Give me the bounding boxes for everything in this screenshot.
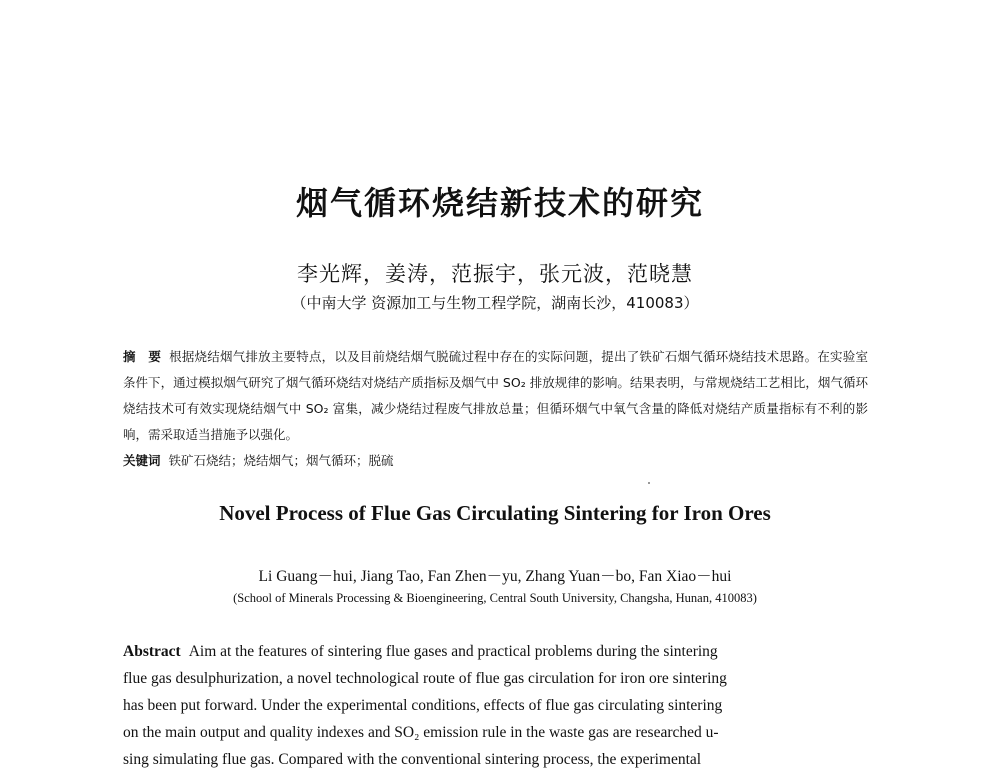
chinese-keywords-text: 铁矿石烧结；烧结烟气；烟气循环；脱硫 <box>168 453 394 468</box>
chinese-title: 烟气循环烧结新技术的研究 <box>295 184 704 222</box>
english-abstract-line: flue gas desulphurization, a novel technological route of flue gas circulation for iron ore sintering <box>123 670 727 687</box>
english-title: Novel Process of Flue Gas Circulating Sintering for Iron Ores <box>219 501 771 525</box>
scan-speck <box>648 482 650 484</box>
chinese-affiliation: （中南大学 资源加工与生物工程学院，湖南长沙，410083） <box>291 294 699 312</box>
chinese-authors: 李光辉，姜涛，范振宇，张元波，范晓慧 <box>297 262 693 286</box>
english-authors: Li Guang－hui, Jiang Tao, Fan Zhen－yu, Zhang Yuan－bo, Fan Xiao－hui <box>258 568 732 585</box>
chinese-abstract-text: 根据烧结烟气排放主要特点，以及目前烧结烟气脱硫过程中存在的实际问题，提出了铁矿石烟气循环烧结技术思路。在实验室条件下，通过模拟烟气研究了烟气循环烧结对烧结产质指标及烟气中 SO₂ 排放规律的影响。结果表明，与常规烧结工艺相比，烟气循环烧结技术可有效实现烧结烟气中 SO₂ 富集，减少烧结过程废气排放总量；但循环烟气中氧气含量的降低对烧结产质量指标有不利的影响，需采取适当措施予以强化。 <box>123 349 868 442</box>
english-abstract-line: Abstract Aim at the features of sintering flue gases and practical problems during the sintering <box>123 643 718 660</box>
english-abstract <box>123 638 868 773</box>
chinese-abstract-label: 摘 要 <box>123 349 162 364</box>
english-abstract-label: Abstract <box>123 643 181 660</box>
chinese-abstract <box>123 344 868 448</box>
english-abstract-line: sing simulating flue gas. Compared with the conventional sintering process, the experimental <box>123 751 702 768</box>
english-abstract-line: has been put forward. Under the experimental conditions, effects of flue gas circulating sintering <box>123 697 723 714</box>
chinese-keywords <box>123 448 868 474</box>
english-abstract-line: on the main output and quality indexes and SO₂ emission rule in the waste gas are researched u- <box>123 724 719 741</box>
chinese-keywords-label: 关键词 <box>123 453 161 468</box>
english-affiliation: (School of Minerals Processing & Bioengineering, Central South University, Changsha, Hunan, 410083) <box>233 591 757 605</box>
